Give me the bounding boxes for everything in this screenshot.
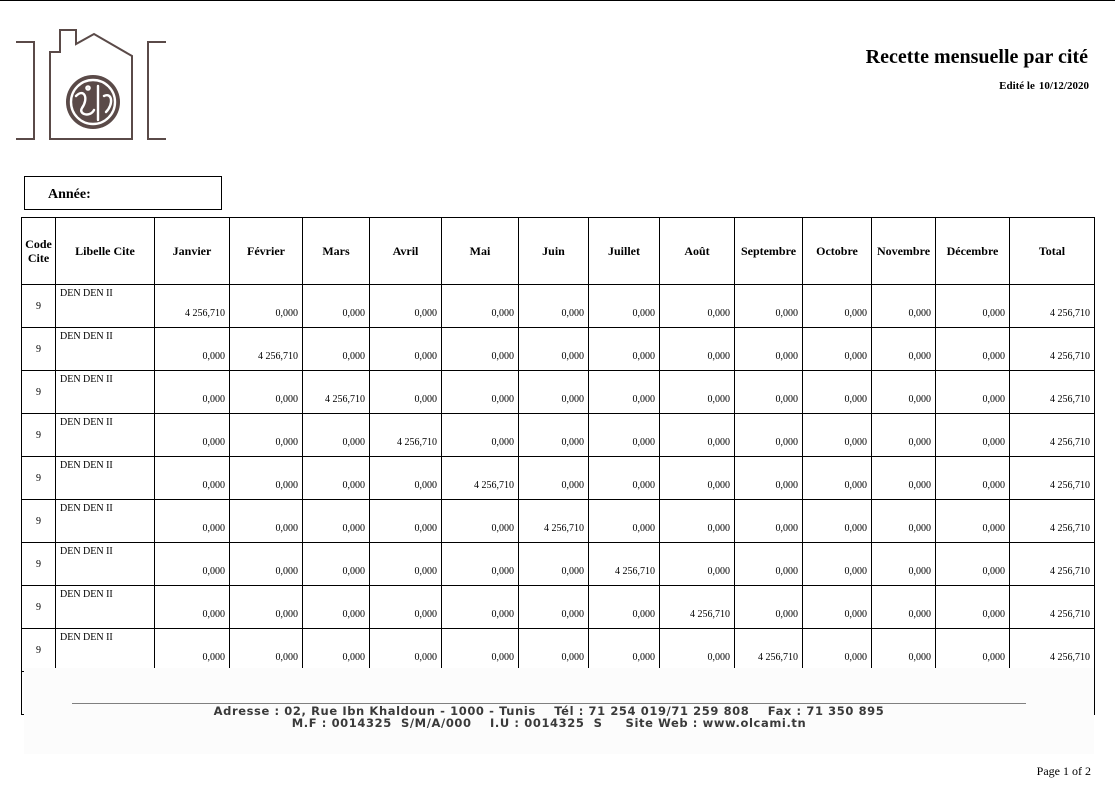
cell-libelle-cite: DEN DEN II (56, 328, 155, 371)
cell-code-cite: 9 (22, 629, 56, 672)
header-octobre: Octobre (803, 218, 872, 285)
cell-septembre: 0,000 (735, 371, 803, 414)
cell-mars: 4 256,710 (303, 371, 370, 414)
cell-code-cite: 9 (22, 285, 56, 328)
cell-decembre: 0,000 (936, 500, 1010, 543)
cell-novembre: 0,000 (872, 328, 936, 371)
cell-mars: 0,000 (303, 586, 370, 629)
cell-janvier: 0,000 (155, 328, 230, 371)
cell-juin: 0,000 (519, 328, 589, 371)
cell-avril: 0,000 (370, 371, 442, 414)
cell-aout: 0,000 (660, 328, 735, 371)
cell-septembre: 4 256,710 (735, 629, 803, 672)
cell-fevrier: 0,000 (230, 629, 303, 672)
cell-decembre: 0,000 (936, 457, 1010, 500)
header-decembre: Décembre (936, 218, 1010, 285)
cell-libelle-cite: DEN DEN II (56, 285, 155, 328)
cell-janvier: 0,000 (155, 414, 230, 457)
cell-avril: 0,000 (370, 285, 442, 328)
page-number: Page 1 of 2 (1036, 764, 1091, 778)
cell-avril: 0,000 (370, 328, 442, 371)
cell-aout: 0,000 (660, 543, 735, 586)
header-janvier: Janvier (155, 218, 230, 285)
cell-aout: 0,000 (660, 457, 735, 500)
table-body (22, 285, 1095, 715)
cell-octobre: 0,000 (803, 586, 872, 629)
cell-janvier: 0,000 (155, 629, 230, 672)
cell-mars: 0,000 (303, 328, 370, 371)
cell-fevrier: 0,000 (230, 457, 303, 500)
cell-juillet: 0,000 (589, 328, 660, 371)
cell-juillet: 0,000 (589, 457, 660, 500)
cell-decembre: 0,000 (936, 586, 1010, 629)
cell-total: 4 256,710 (1010, 586, 1095, 629)
cell-code-cite: 9 (22, 543, 56, 586)
footer-address-line-2: M.F : 0014325 S/M/A/000 I.U : 0014325 S Site Web : www.olcami.tn (291, 716, 807, 730)
table-row (22, 629, 1095, 672)
cell-decembre: 0,000 (936, 371, 1010, 414)
cell-total: 4 256,710 (1010, 543, 1095, 586)
cell-juin: 0,000 (519, 543, 589, 586)
cell-juillet: 0,000 (589, 285, 660, 328)
cell-avril: 0,000 (370, 457, 442, 500)
cell-libelle-cite: DEN DEN II (56, 500, 155, 543)
cell-janvier: 4 256,710 (155, 285, 230, 328)
cell-novembre: 0,000 (872, 285, 936, 328)
cell-octobre: 0,000 (803, 457, 872, 500)
cell-octobre: 0,000 (803, 500, 872, 543)
cell-mai: 0,000 (442, 371, 519, 414)
header-septembre: Septembre (735, 218, 803, 285)
table-row (22, 457, 1095, 500)
cell-septembre: 0,000 (735, 586, 803, 629)
year-label: Année: (48, 187, 91, 202)
cell-septembre: 0,000 (735, 500, 803, 543)
table-row (22, 543, 1095, 586)
cell-novembre: 0,000 (872, 500, 936, 543)
cell-libelle-cite: DEN DEN II (56, 414, 155, 457)
cell-fevrier: 4 256,710 (230, 328, 303, 371)
cell-janvier: 0,000 (155, 586, 230, 629)
cell-total: 4 256,710 (1010, 500, 1095, 543)
cell-aout: 0,000 (660, 629, 735, 672)
cell-code-cite: 9 (22, 500, 56, 543)
header-code-cite: Code Cite (22, 218, 56, 285)
cell-decembre: 0,000 (936, 543, 1010, 586)
cell-octobre: 0,000 (803, 414, 872, 457)
cell-novembre: 0,000 (872, 586, 936, 629)
cell-juin: 0,000 (519, 285, 589, 328)
cell-avril: 0,000 (370, 500, 442, 543)
cell-fevrier: 0,000 (230, 285, 303, 328)
cell-mai: 0,000 (442, 414, 519, 457)
cell-novembre: 0,000 (872, 414, 936, 457)
cell-libelle-cite: DEN DEN II (56, 543, 155, 586)
cell-juillet: 0,000 (589, 586, 660, 629)
cell-mars: 0,000 (303, 457, 370, 500)
cell-octobre: 0,000 (803, 328, 872, 371)
cell-fevrier: 0,000 (230, 371, 303, 414)
cell-decembre: 0,000 (936, 629, 1010, 672)
cell-septembre: 0,000 (735, 285, 803, 328)
edited-label: Edité le (999, 80, 1035, 92)
cell-mars: 0,000 (303, 543, 370, 586)
table-header-row (22, 218, 1095, 285)
edited-date-value: 10/12/2020 (1038, 80, 1089, 92)
table-row (22, 500, 1095, 543)
table-row (22, 586, 1095, 629)
cell-mars: 0,000 (303, 500, 370, 543)
cell-septembre: 0,000 (735, 328, 803, 371)
cell-juin: 0,000 (519, 414, 589, 457)
cell-juillet: 0,000 (589, 629, 660, 672)
cell-aout: 4 256,710 (660, 586, 735, 629)
cell-libelle-cite: DEN DEN II (56, 457, 155, 500)
building-emblem-logo (14, 28, 170, 146)
monthly-revenue-table (21, 217, 1095, 715)
cell-code-cite: 9 (22, 328, 56, 371)
table-row (22, 414, 1095, 457)
cell-total: 4 256,710 (1010, 371, 1095, 414)
cell-fevrier: 0,000 (230, 500, 303, 543)
header-mai: Mai (442, 218, 519, 285)
header-fevrier: Février (230, 218, 303, 285)
cell-libelle-cite: DEN DEN II (56, 586, 155, 629)
cell-mai: 0,000 (442, 285, 519, 328)
cell-juin: 0,000 (519, 371, 589, 414)
cell-novembre: 0,000 (872, 457, 936, 500)
header-juin: Juin (519, 218, 589, 285)
cell-aout: 0,000 (660, 414, 735, 457)
cell-mai: 0,000 (442, 500, 519, 543)
cell-decembre: 0,000 (936, 285, 1010, 328)
cell-total: 4 256,710 (1010, 328, 1095, 371)
cell-juillet: 0,000 (589, 500, 660, 543)
cell-fevrier: 0,000 (230, 543, 303, 586)
cell-decembre: 0,000 (936, 328, 1010, 371)
cell-code-cite: 9 (22, 414, 56, 457)
cell-septembre: 0,000 (735, 543, 803, 586)
cell-septembre: 0,000 (735, 414, 803, 457)
cell-fevrier: 0,000 (230, 414, 303, 457)
table-row (22, 285, 1095, 328)
report-title: Recette mensuelle par cité (865, 46, 1088, 68)
cell-decembre: 0,000 (936, 414, 1010, 457)
cell-juillet: 4 256,710 (589, 543, 660, 586)
cell-libelle-cite: DEN DEN II (56, 629, 155, 672)
cell-mai: 0,000 (442, 586, 519, 629)
cell-avril: 0,000 (370, 543, 442, 586)
header-libelle-cite: Libelle Cite (56, 218, 155, 285)
cell-juin: 0,000 (519, 586, 589, 629)
cell-total: 4 256,710 (1010, 285, 1095, 328)
cell-fevrier: 0,000 (230, 586, 303, 629)
cell-octobre: 0,000 (803, 543, 872, 586)
cell-janvier: 0,000 (155, 371, 230, 414)
cell-juillet: 0,000 (589, 371, 660, 414)
cell-aout: 0,000 (660, 371, 735, 414)
header-juillet: Juillet (589, 218, 660, 285)
cell-octobre: 0,000 (803, 629, 872, 672)
cell-total: 4 256,710 (1010, 414, 1095, 457)
cell-total: 4 256,710 (1010, 629, 1095, 672)
cell-avril: 0,000 (370, 629, 442, 672)
cell-mai: 0,000 (442, 629, 519, 672)
cell-code-cite: 9 (22, 586, 56, 629)
edited-date (995, 80, 1089, 92)
cell-mai: 4 256,710 (442, 457, 519, 500)
cell-mars: 0,000 (303, 414, 370, 457)
cell-avril: 0,000 (370, 586, 442, 629)
cell-novembre: 0,000 (872, 543, 936, 586)
cell-octobre: 0,000 (803, 371, 872, 414)
table-row (22, 371, 1095, 414)
cell-janvier: 0,000 (155, 457, 230, 500)
cell-mai: 0,000 (442, 328, 519, 371)
cell-mars: 0,000 (303, 285, 370, 328)
cell-code-cite: 9 (22, 371, 56, 414)
year-filter-box (24, 176, 222, 210)
cell-code-cite: 9 (22, 457, 56, 500)
cell-octobre: 0,000 (803, 285, 872, 328)
footer-address-line-1: Adresse : 02, Rue Ibn Khaldoun - 1000 - Tunis Tél : 71 254 019/71 259 808 Fax : 71 350 895 (213, 704, 885, 718)
cell-septembre: 0,000 (735, 457, 803, 500)
cell-janvier: 0,000 (155, 500, 230, 543)
top-border (0, 0, 1115, 1)
cell-novembre: 0,000 (872, 371, 936, 414)
header-total: Total (1010, 218, 1095, 285)
cell-juin: 4 256,710 (519, 500, 589, 543)
header-mars: Mars (303, 218, 370, 285)
cell-mai: 0,000 (442, 543, 519, 586)
cell-total: 4 256,710 (1010, 457, 1095, 500)
cell-libelle-cite: DEN DEN II (56, 371, 155, 414)
cell-novembre: 0,000 (872, 629, 936, 672)
header-aout: Août (660, 218, 735, 285)
table-row (22, 328, 1095, 371)
header-avril: Avril (370, 218, 442, 285)
header-novembre: Novembre (872, 218, 936, 285)
cell-janvier: 0,000 (155, 543, 230, 586)
cell-aout: 0,000 (660, 500, 735, 543)
cell-juin: 0,000 (519, 629, 589, 672)
cell-mars: 0,000 (303, 629, 370, 672)
cell-juillet: 0,000 (589, 414, 660, 457)
cell-aout: 0,000 (660, 285, 735, 328)
cell-juin: 0,000 (519, 457, 589, 500)
cell-avril: 4 256,710 (370, 414, 442, 457)
